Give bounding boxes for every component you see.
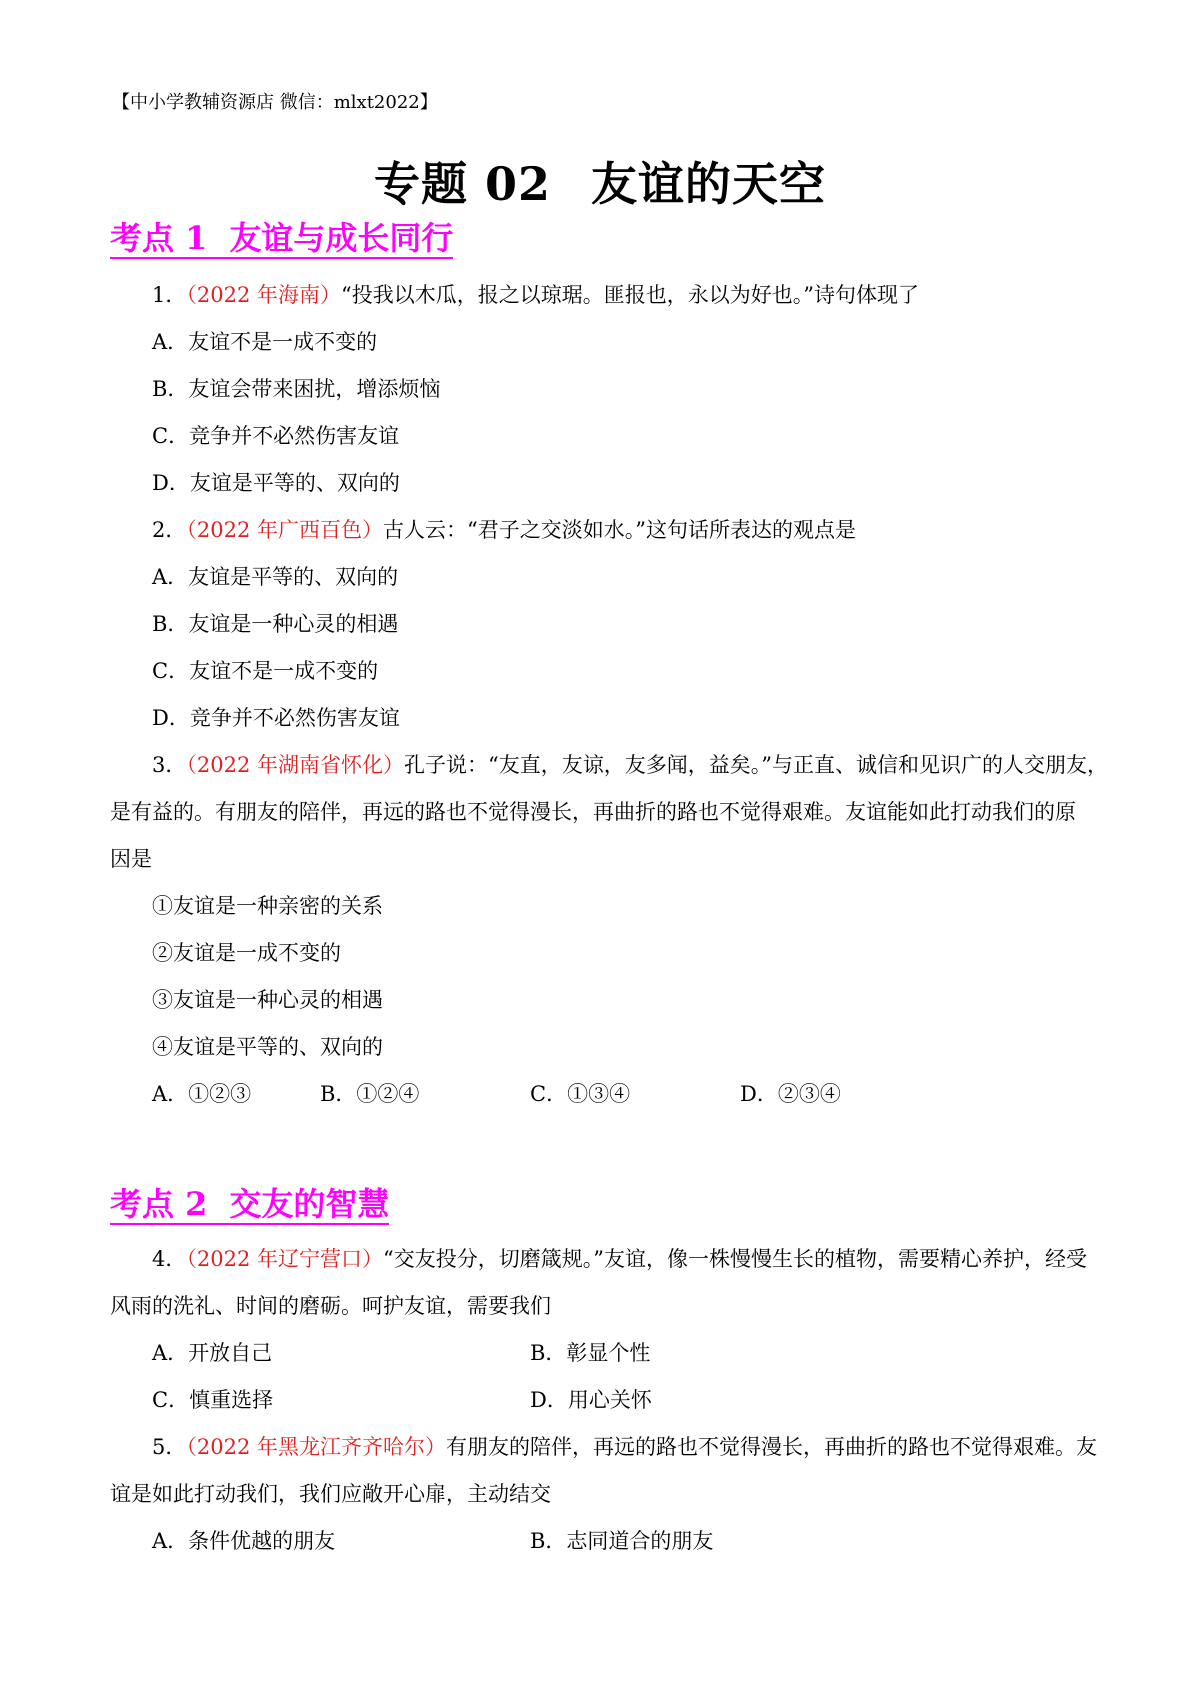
question-source: （2022 年湖南省怀化） [186, 753, 404, 777]
question-3-option-a: A．①②③ [152, 1082, 252, 1106]
question-number: 4． [152, 1247, 187, 1271]
question-3-statement-3: ③友谊是一种心灵的相遇 [152, 988, 383, 1012]
question-3-statement-2: ②友谊是一成不变的 [152, 941, 341, 965]
page-title [0, 148, 1200, 214]
question-1-option-d: D．友谊是平等的、双向的 [152, 471, 400, 495]
question-3-statement-1: ①友谊是一种亲密的关系 [152, 894, 383, 918]
question-3-option-d: D．②③④ [740, 1082, 841, 1106]
question-text: 孔子说：“友直，友谅，友多闻，益矣。”与正直、诚信和见识广的人交朋友， [404, 753, 1108, 777]
question-number: 5． [152, 1435, 187, 1459]
section-name: 友谊与成长同行 [229, 219, 454, 257]
question-2-option-d: D．竞争并不必然伤害友谊 [152, 706, 400, 730]
question-5-option-b: B．志同道合的朋友 [530, 1529, 714, 1553]
section-label: 考点 1 [110, 219, 208, 257]
question-source: （2022 年辽宁营口） [186, 1247, 383, 1271]
question-source: （2022 年海南） [186, 283, 341, 307]
question-4-stem-line-2: 风雨的洗礼、时间的磨砺。呵护友谊，需要我们 [110, 1294, 551, 1318]
question-text: “投我以木瓜，报之以琼琚。匪报也，永以为好也。”诗句体现了 [341, 283, 919, 307]
question-2-stem [152, 515, 856, 545]
question-2-option-c: C．友谊不是一成不变的 [152, 659, 379, 683]
question-4-option-a: A．开放自己 [152, 1341, 273, 1365]
question-2-option-a: A．友谊是平等的、双向的 [152, 565, 399, 589]
question-1-option-c: C．竞争并不必然伤害友谊 [152, 424, 400, 448]
question-1-option-b: B．友谊会带来困扰，增添烦恼 [152, 377, 441, 401]
question-5-stem-line-2: 谊是如此打动我们，我们应敞开心扉，主动结交 [110, 1482, 551, 1506]
question-5-stem-line-1 [152, 1432, 1097, 1462]
section-heading-2 [110, 1185, 389, 1225]
question-3-stem-line-1 [152, 750, 1108, 780]
question-4-option-d: D．用心关怀 [530, 1388, 652, 1412]
question-4-option-b: B．彰显个性 [530, 1341, 651, 1365]
question-number: 3． [152, 753, 187, 777]
question-4-option-c: C．慎重选择 [152, 1388, 274, 1412]
question-4-stem-line-1 [152, 1244, 1087, 1274]
question-source: （2022 年广西百色） [186, 518, 383, 542]
question-number: 1． [152, 283, 187, 307]
page-header: 【中小学教辅资源店 微信：mlxt2022】 [112, 92, 438, 113]
question-source: （2022 年黑龙江齐齐哈尔） [186, 1435, 446, 1459]
question-3-option-b: B．①②④ [320, 1082, 420, 1106]
question-1-option-a: A．友谊不是一成不变的 [152, 330, 378, 354]
question-3-stem-line-3: 因是 [110, 847, 152, 871]
question-1-stem [152, 280, 919, 310]
section-heading-1 [110, 219, 453, 259]
question-5-option-a: A．条件优越的朋友 [152, 1529, 336, 1553]
title-topic-name: 友谊的天空 [591, 157, 827, 211]
question-3-option-c: C．①③④ [530, 1082, 631, 1106]
question-2-option-b: B．友谊是一种心灵的相遇 [152, 612, 399, 636]
question-text: 有朋友的陪伴，再远的路也不觉得漫长，再曲折的路也不觉得艰难。友 [446, 1435, 1097, 1459]
section-label: 考点 2 [110, 1185, 208, 1223]
title-topic-number: 专题 02 [373, 157, 552, 211]
section-name: 交友的智慧 [229, 1185, 390, 1223]
question-3-stem-line-2: 是有益的。有朋友的陪伴，再远的路也不觉得漫长，再曲折的路也不觉得艰难。友谊能如此打动我们的原 [110, 800, 1076, 824]
question-text: 古人云：“君子之交淡如水。”这句话所表达的观点是 [383, 518, 856, 542]
question-text: “交友投分，切磨箴规。”友谊，像一株慢慢生长的植物，需要精心养护，经受 [383, 1247, 1087, 1271]
question-number: 2． [152, 518, 187, 542]
question-3-statement-4: ④友谊是平等的、双向的 [152, 1035, 383, 1059]
